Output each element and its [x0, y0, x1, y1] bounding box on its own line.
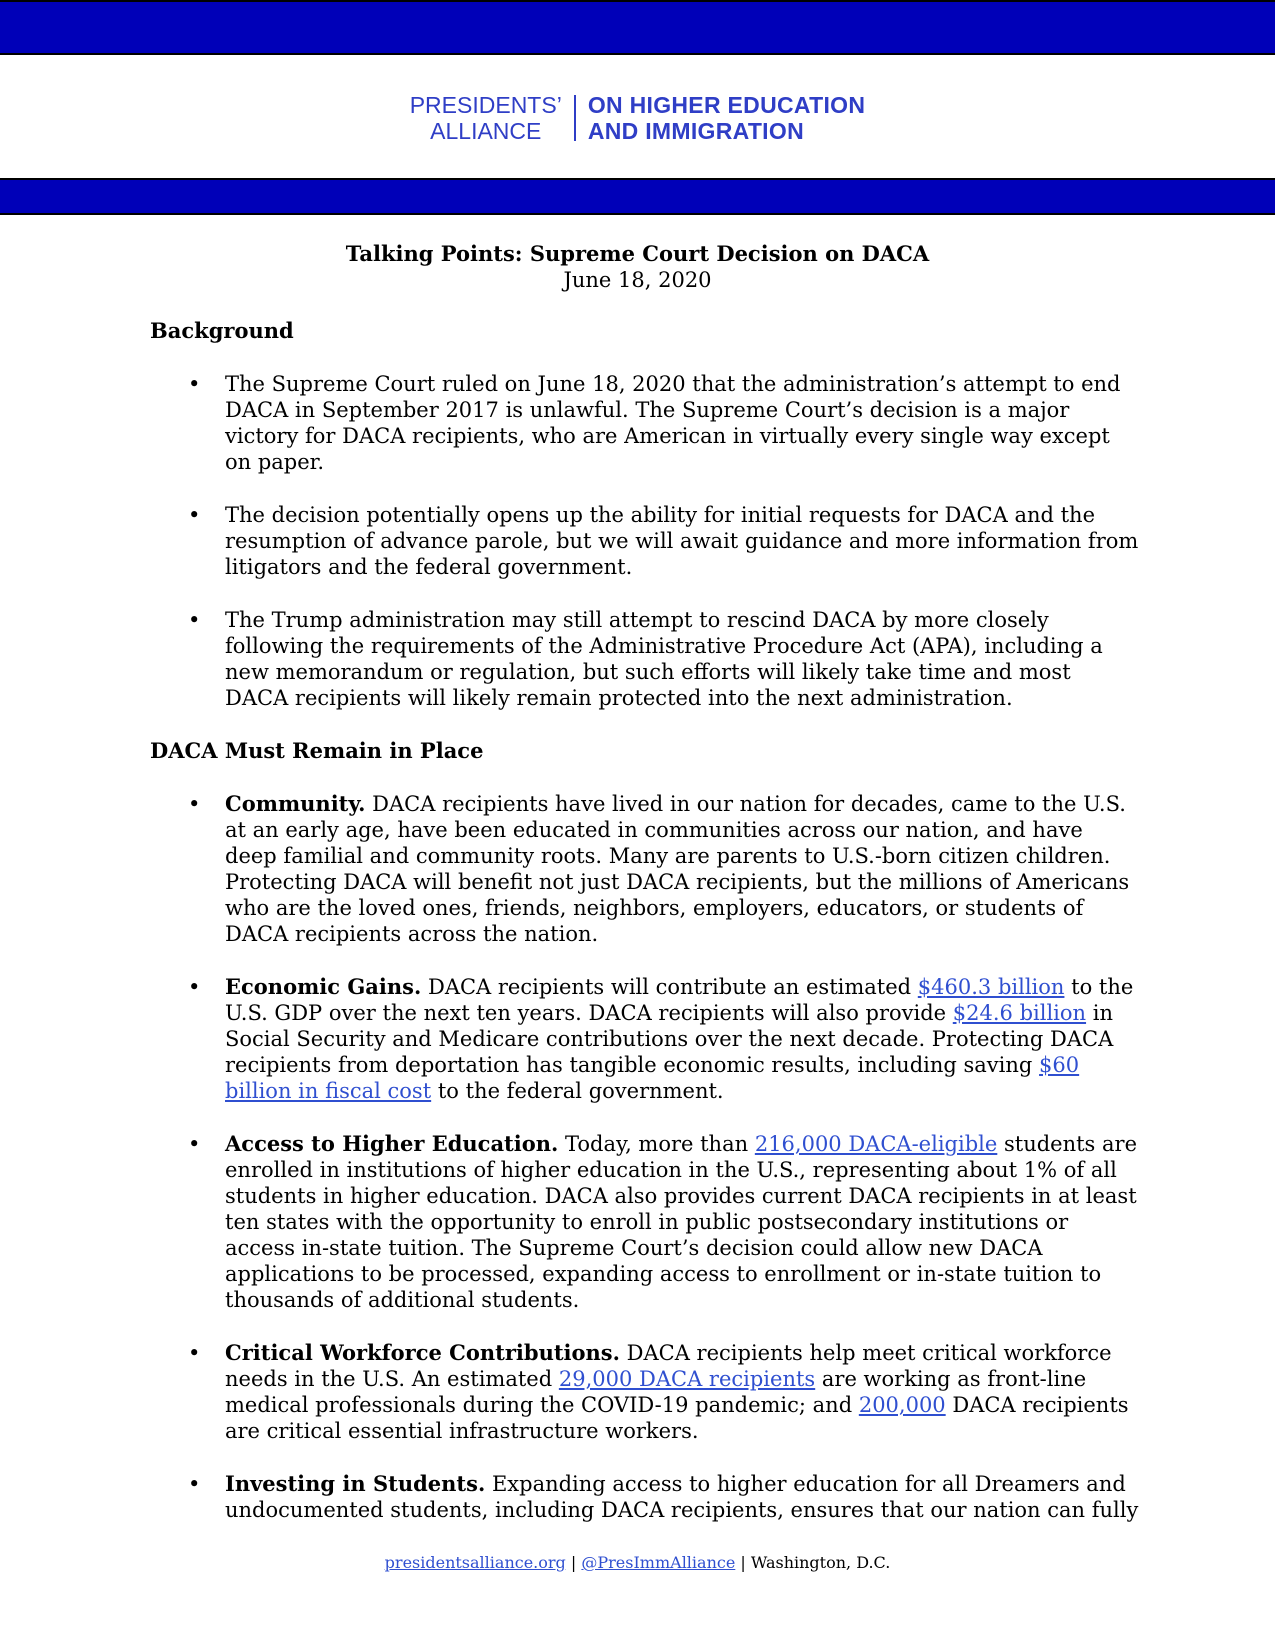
- economic-text-3: in Social Security and Medicare contributions over the next decade. Protecting DACA recipients from deportation has tangible economic results, including saving: [225, 1001, 1114, 1077]
- economic-text-4: to the federal government.: [437, 1079, 724, 1103]
- background-heading: Background: [150, 318, 294, 343]
- community-item: [150, 791, 1140, 947]
- footer-location: Washington, D.C.: [750, 1553, 891, 1572]
- access-text-1: Today, more than: [565, 1132, 749, 1156]
- economic-text-2: to the U.S. GDP over the next ten years. DACA recipients will also provide: [225, 975, 1134, 1025]
- list-item: • The Trump administration may still attempt to rescind DACA by more closely following the requirements of the Administrative Procedure Act (APA), including a new memorandum or regulation, but such efforts will likely take time and most DACA recipients will likely remain protected into the next administration.: [150, 607, 1140, 711]
- must-remain-list: [150, 791, 1140, 1523]
- workforce-text-2: are working as front-line medical professionals during the COVID-19 pandemic; and: [225, 1367, 1087, 1417]
- community-text: DACA recipients have lived in our nation for decades, came to the U.S. at an early age, have been educated in communities across our nation, and have deep familial and community roots. Many are parents to U.S.-born citizen children. Protecting DACA will benefit not just DACA recipients, but the millions of Americans who are the loved ones, friends, neighbors, employers, educators, or students of DACA recipients across the nation.: [225, 792, 1130, 946]
- access-text-2: students are enrolled in institutions of higher education in the U.S., representing about 1% of all students in higher education. DACA also provides current DACA recipients in at least ten states with the opportunity to enroll in public postsecondary institutions or access in-state tuition. The Supreme Court’s decision could allow new DACA applications to be processed, expanding access to enrollment or in-state tuition to thousands of additional students.: [225, 1132, 1137, 1312]
- footer-separator: |: [740, 1553, 746, 1572]
- gdp-link[interactable]: $460.3 billion: [917, 975, 1065, 999]
- website-link[interactable]: presidentsalliance.org: [384, 1553, 566, 1572]
- workforce-text-3: DACA recipients are critical essential infrastructure workers.: [225, 1393, 1129, 1443]
- page-title: Talking Points: Supreme Court Decision on DACA: [345, 241, 930, 266]
- title-block: [0, 241, 1275, 293]
- workforce-text-1: DACA recipients help meet critical workforce needs in the U.S. An estimated: [225, 1341, 1112, 1391]
- logo-right-line1: ON HIGHER EDUCATION: [587, 92, 866, 118]
- community-lead: Community.: [225, 791, 366, 816]
- social-security-link[interactable]: $24.6 billion: [952, 1001, 1087, 1025]
- students-lead: Investing in Students.: [225, 1471, 486, 1496]
- list-item: • The decision potentially opens up the ability for initial requests for DACA and the resumption of advance parole, but we will await guidance and more information from litigators and the federal government.: [150, 502, 1140, 580]
- header-band-bottom: [0, 178, 1275, 215]
- list-item: • The Supreme Court ruled on June 18, 2020 that the administration’s attempt to end DACA in September 2017 is unlawful. The Supreme Court’s decision is a major victory for DACA recipients, who are American in virtually every single way except on paper.: [150, 371, 1140, 475]
- economic-lead: Economic Gains.: [225, 974, 422, 999]
- fiscal-cost-link[interactable]: $60 billion in fiscal cost: [225, 1053, 1080, 1103]
- background-list: [150, 371, 1140, 711]
- medical-professionals-link[interactable]: 29,000 DACA recipients: [558, 1367, 816, 1391]
- access-item: [150, 1131, 1140, 1313]
- students-text: Expanding access to higher education for all Dreamers and undocumented students, including DACA recipients, ensures that our nation can fully: [225, 1472, 1139, 1522]
- daca-eligible-link[interactable]: 216,000 DACA-eligible: [754, 1132, 998, 1156]
- economic-item: [150, 974, 1140, 1104]
- logo-left-line1: PRESIDENTS’: [409, 92, 562, 118]
- presidents-alliance-logo: [0, 92, 1275, 144]
- access-lead: Access to Higher Education.: [225, 1131, 559, 1156]
- logo-left-line2: ALLIANCE: [430, 118, 542, 144]
- must-remain-heading: DACA Must Remain in Place: [150, 738, 484, 763]
- page-footer: [0, 1553, 1275, 1573]
- header-band-top: [0, 0, 1275, 55]
- logo-right: [576, 92, 865, 144]
- footer-separator: |: [570, 1553, 577, 1572]
- workforce-lead: Critical Workforce Contributions.: [225, 1340, 620, 1365]
- document-body: [150, 318, 1140, 1550]
- logo-left: [410, 92, 574, 144]
- logo-right-line2: AND IMMIGRATION: [587, 118, 804, 144]
- page-date: June 18, 2020: [563, 268, 712, 292]
- twitter-link[interactable]: @PresImmAlliance: [581, 1553, 736, 1572]
- infrastructure-workers-link[interactable]: 200,000: [858, 1393, 946, 1417]
- economic-text-1: DACA recipients will contribute an estimated: [427, 975, 912, 999]
- students-item: [150, 1471, 1140, 1523]
- workforce-item: [150, 1340, 1140, 1444]
